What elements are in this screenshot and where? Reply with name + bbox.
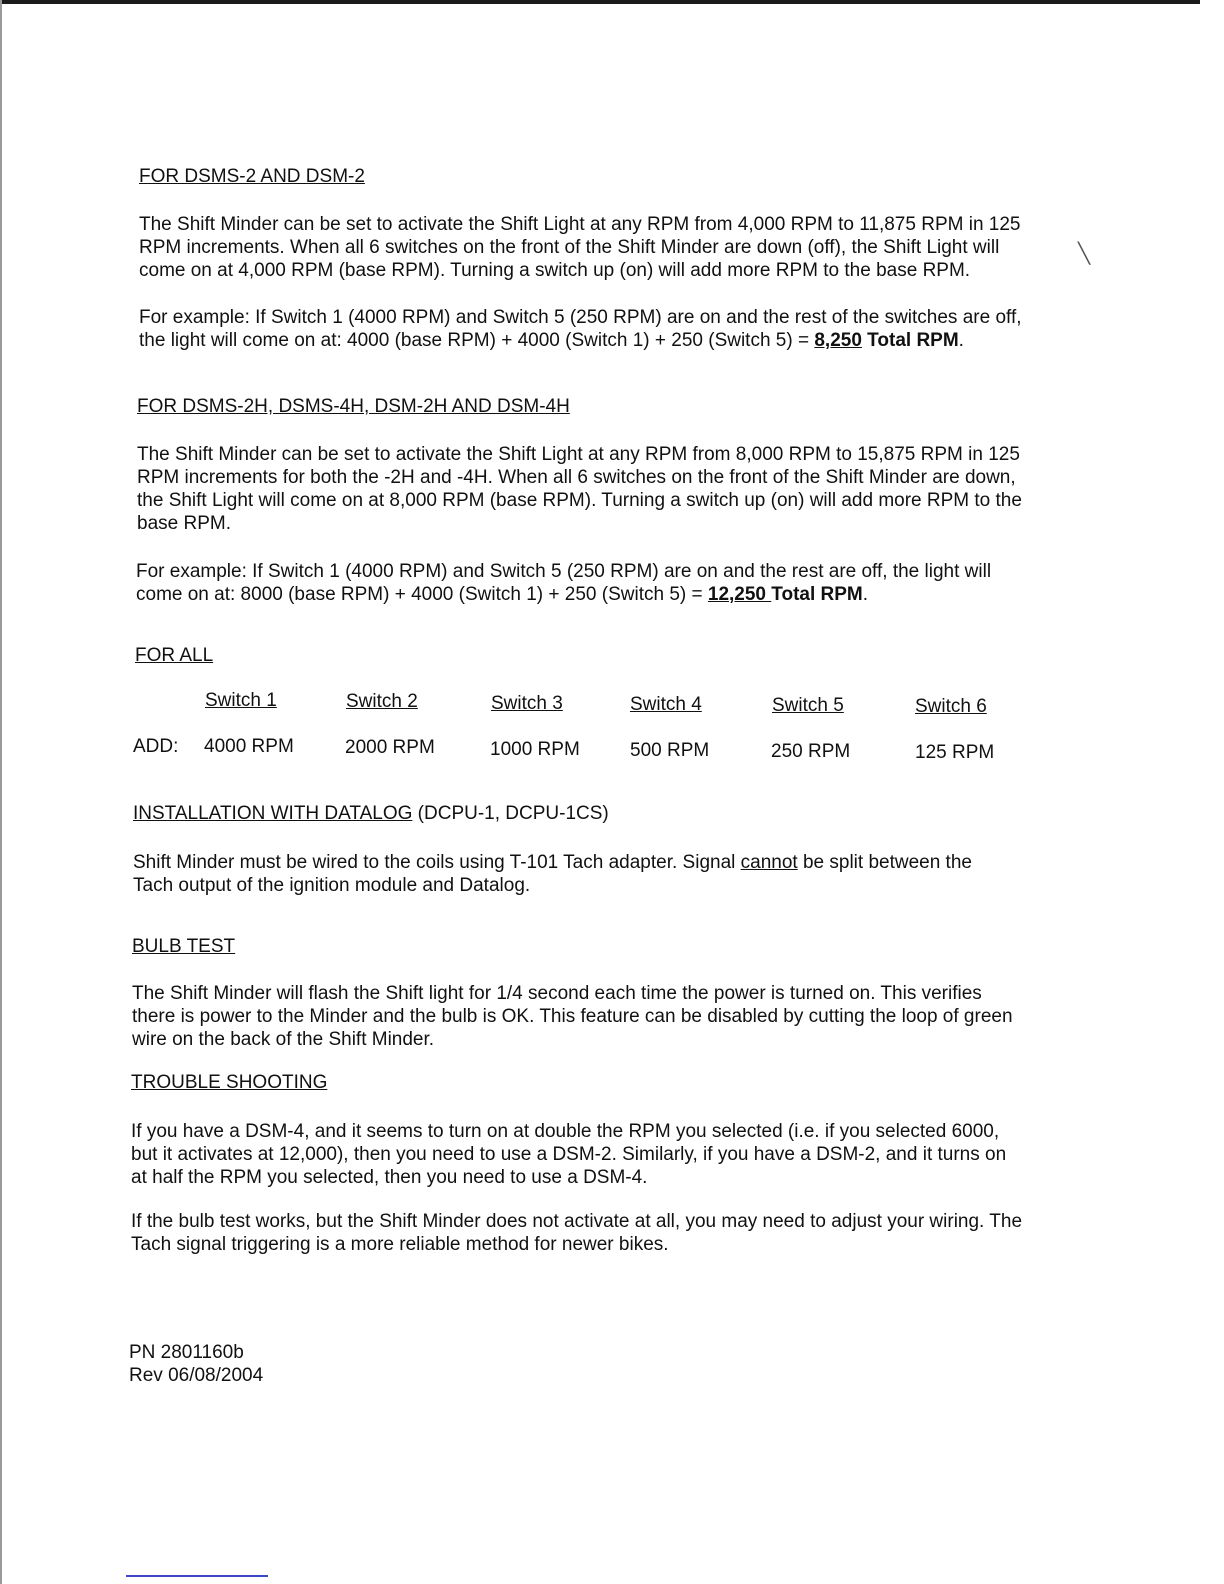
revision-date: Rev 06/08/2004 — [129, 1365, 264, 1386]
section-heading-trouble-shooting: TROUBLE SHOOTING — [131, 1072, 328, 1093]
scan-top-edge — [0, 0, 1200, 4]
switch-4-value: 500 RPM — [630, 740, 710, 761]
switch-3-value: 1000 RPM — [490, 739, 580, 760]
switch-2-header: Switch 2 — [346, 691, 418, 712]
example-total-value: 12,250 — [707, 584, 772, 605]
switch-1-header: Switch 1 — [205, 690, 277, 711]
example-line — [136, 583, 1061, 606]
section-heading-bulb-test: BULB TEST — [132, 936, 236, 957]
switch-4-header: Switch 4 — [630, 694, 702, 715]
paragraph-line: If the bulb test works, but the Shift Minder does not activate at all, you may need to adjust your wiring. The — [131, 1211, 1023, 1232]
switch-header-row — [0, 690, 1224, 717]
installation-emphasis: cannot — [740, 852, 798, 873]
paragraph-line: RPM increments for both the -2H and -4H. When all 6 switches on the front of the Shift Minder are down, — [137, 467, 1016, 488]
paragraph-line: at half the RPM you selected, then you need to use a DSM-4. — [131, 1167, 648, 1188]
example-line — [139, 329, 1064, 352]
switch-3-header: Switch 3 — [491, 693, 563, 714]
paragraph-line: The Shift Minder can be set to activate the Shift Light at any RPM from 8,000 RPM to 15,875 RPM in 125 — [137, 444, 1020, 465]
example-total-label: Total RPM — [771, 584, 863, 605]
scan-bottom-mark — [126, 1575, 268, 1577]
paragraph-line: there is power to the Minder and the bulb is OK. This feature can be disabled by cutting the loop of green — [132, 1006, 1013, 1027]
example-line: For example: If Switch 1 (4000 RPM) and Switch 5 (250 RPM) are on and the rest of the switches are off, — [139, 307, 1022, 328]
paragraph-line: wire on the back of the Shift Minder. — [132, 1029, 435, 1050]
paragraph-line: RPM increments. When all 6 switches on the front of the Shift Minder are down (off), the Shift Light will — [139, 237, 1000, 258]
paragraph-line: The Shift Minder will flash the Shift light for 1/4 second each time the power is turned on. This verifies — [132, 983, 982, 1004]
add-label: ADD: — [133, 736, 179, 757]
trouble-shooting-paragraph-2 — [131, 1210, 1056, 1256]
section-heading-installation — [133, 803, 609, 825]
example-formula: come on at: 8000 (base RPM) + 4000 (Switch 1) + 250 (Switch 5) = — [136, 584, 708, 605]
example-formula: the light will come on at: 4000 (base RPM) + 4000 (Switch 1) + 250 (Switch 5) = — [139, 330, 815, 351]
installation-paragraph — [133, 851, 1058, 897]
switch-1-value: 4000 RPM — [204, 736, 294, 757]
paragraph-line: If you have a DSM-4, and it seems to turn on at double the RPM you selected (i.e. if you selected 6000, — [131, 1121, 1000, 1142]
section-paragraph-dsms-2h — [137, 443, 1062, 535]
part-number: PN 2801160b — [129, 1342, 244, 1363]
installation-heading-text: INSTALLATION WITH DATALOG — [133, 803, 413, 824]
scan-left-edge — [0, 0, 2, 1584]
paragraph-line: come on at 4,000 RPM (base RPM). Turning a switch up (on) will add more RPM to the base RPM. — [139, 260, 971, 281]
paragraph-line — [133, 851, 1058, 874]
section-heading-dsms-2h: FOR DSMS-2H, DSMS-4H, DSM-2H AND DSM-4H — [137, 396, 570, 417]
switch-value-row — [0, 736, 1224, 763]
paragraph-line: Tach signal triggering is a more reliable method for newer bikes. — [131, 1234, 669, 1255]
example-paragraph-dsms-2h — [136, 560, 1061, 606]
installation-line1-prefix: Shift Minder must be wired to the coils using T-101 Tach adapter. Signal — [133, 852, 741, 873]
paragraph-line: but it activates at 12,000), then you need to use a DSM-2. Similarly, if you have a DSM-2, and it turns on — [131, 1144, 1007, 1165]
switch-5-header: Switch 5 — [772, 695, 844, 716]
scan-speck: ╲ — [1078, 243, 1091, 265]
document-footer — [129, 1341, 429, 1387]
example-paragraph-dsms-2 — [139, 306, 1064, 352]
switch-6-header: Switch 6 — [915, 696, 987, 717]
paragraph-line: base RPM. — [137, 513, 231, 534]
example-end: . — [862, 584, 869, 605]
example-total-label: Total RPM — [861, 330, 959, 351]
example-total-value: 8,250 — [814, 330, 862, 351]
bulb-test-paragraph — [132, 982, 1057, 1051]
example-end: . — [958, 330, 964, 351]
paragraph-line: The Shift Minder can be set to activate the Shift Light at any RPM from 4,000 RPM to 11,875 RPM in 125 — [139, 214, 1021, 235]
switch-5-value: 250 RPM — [771, 741, 851, 762]
trouble-shooting-paragraph-1 — [131, 1120, 1056, 1189]
paragraph-line: the Shift Light will come on at 8,000 RPM (base RPM). Turning a switch up (on) will add more RPM to the — [137, 490, 1022, 511]
section-heading-dsms-2: FOR DSMS-2 AND DSM-2 — [139, 166, 365, 187]
section-paragraph-dsms-2 — [139, 213, 1064, 282]
example-line: For example: If Switch 1 (4000 RPM) and Switch 5 (250 RPM) are on and the rest are off, the light will — [136, 561, 992, 582]
switch-6-value: 125 RPM — [915, 742, 995, 763]
switch-2-value: 2000 RPM — [345, 737, 435, 758]
paragraph-line: Tach output of the ignition module and Datalog. — [133, 875, 531, 896]
installation-heading-suffix: (DCPU-1, DCPU-1CS) — [412, 803, 609, 824]
installation-line1-suffix: be split between the — [797, 852, 972, 873]
section-heading-for-all: FOR ALL — [135, 645, 214, 666]
